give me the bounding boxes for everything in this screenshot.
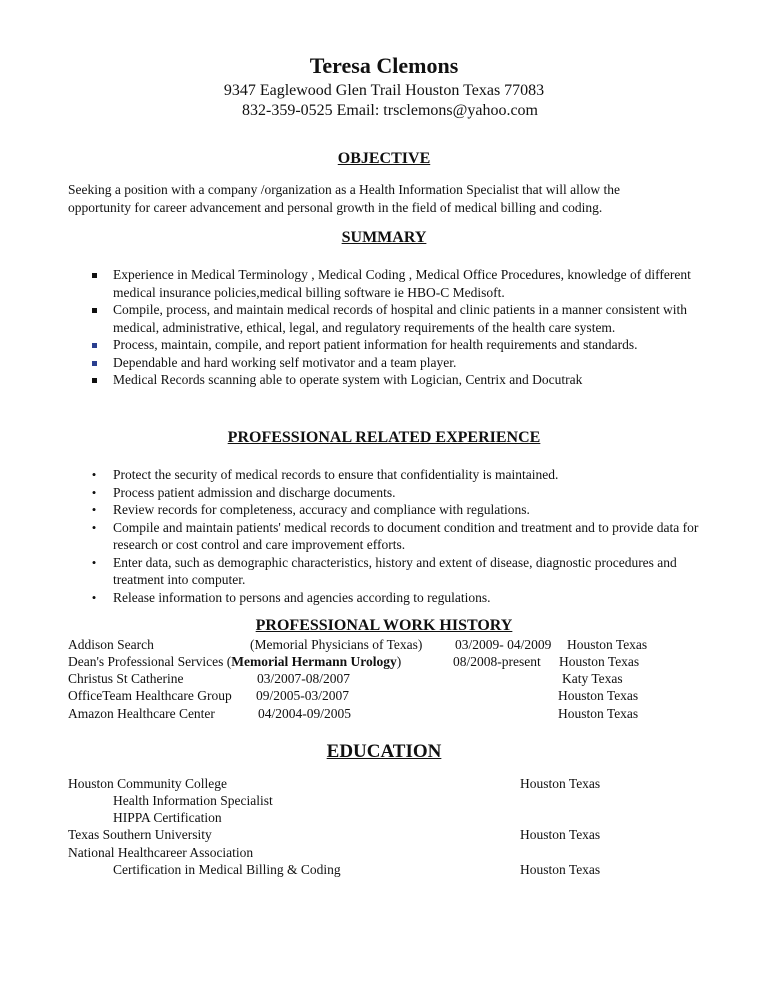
summary-list: [68, 266, 708, 389]
work-dates: 03/2009- 04/2009: [455, 637, 552, 652]
work-location: Houston Texas: [559, 654, 640, 669]
work-employer: Addison Search: [68, 637, 154, 652]
square-bullet-icon: [88, 301, 100, 319]
work-location: Houston Texas: [558, 706, 639, 721]
objective-heading: OBJECTIVE: [337, 150, 431, 167]
list-item: • Process patient admission and discharge documents.: [68, 484, 708, 502]
round-bullet-icon: •: [91, 554, 97, 570]
list-item: Dependable and hard working self motivator and a team player.: [68, 354, 708, 372]
square-bullet-icon: [88, 336, 100, 354]
round-bullet-icon: •: [91, 589, 97, 605]
work-row: Dean's Professional Services (Memorial Hermann Urology): [68, 654, 402, 669]
resume-name: Teresa Clemons: [309, 53, 459, 78]
work-location: Houston Texas: [567, 637, 648, 652]
square-bullet-icon: [88, 354, 100, 372]
education-school: Texas Southern University: [68, 827, 212, 842]
list-item: • Compile and maintain patients' medical records to document condition and treatment and to provide data for research or cost control and care improvement efforts.: [68, 519, 708, 554]
objective-line-2: opportunity for career advancement and personal growth in the field of medical billing and coding.: [68, 200, 603, 215]
list-item: Medical Records scanning able to operate system with Logician, Centrix and Docutrak: [68, 371, 708, 389]
summary-heading: SUMMARY: [341, 229, 427, 246]
round-bullet-icon: •: [91, 502, 97, 517]
work-location: Katy Texas: [562, 671, 623, 686]
square-bullet-icon: [88, 266, 100, 284]
education-location: Houston Texas: [520, 862, 601, 877]
list-item: Experience in Medical Terminology , Medical Coding , Medical Office Procedures, knowledge of different medical insurance policies,medical billing software ie HBO-C Medisoft.: [68, 266, 708, 301]
education-certification: HIPPA Certification: [113, 810, 222, 825]
experience-heading: PROFESSIONAL RELATED EXPERIENCE: [227, 429, 541, 446]
education-location: Houston Texas: [520, 827, 601, 842]
list-item: Compile, process, and maintain medical records of hospital and clinic patients in a manner consistent with medical, administrative, ethical, legal, and regulatory requirements of the health care system.: [68, 301, 708, 336]
work-employer: Christus St Catherine: [68, 671, 184, 686]
work-client: Memorial Hermann Urology: [231, 654, 397, 669]
education-program: Health Information Specialist: [113, 793, 273, 808]
contact-line: 832-359-0525 Email: trsclemons@yahoo.com: [241, 102, 538, 119]
work-history-heading: PROFESSIONAL WORK HISTORY: [255, 617, 513, 634]
work-row: [68, 637, 154, 653]
work-employer: Amazon Healthcare Center: [68, 706, 215, 721]
objective-line-1: Seeking a position with a company /organization as a Health Information Specialist that will allow the: [68, 182, 620, 197]
education-school: National Healthcareer Association: [68, 845, 254, 860]
work-dates: 08/2008-present: [453, 654, 541, 669]
list-item: • Enter data, such as demographic characteristics, history and extent of disease, diagnostic procedures and treatment into computer.: [68, 554, 708, 589]
list-item: • Protect the security of medical records to ensure that confidentiality is maintained.: [68, 466, 708, 484]
round-bullet-icon: •: [91, 519, 97, 535]
address-line: 9347 Eaglewood Glen Trail Houston Texas 77083: [223, 82, 545, 99]
education-location: Houston Texas: [520, 776, 601, 791]
education-heading: EDUCATION: [326, 741, 442, 762]
round-bullet-icon: •: [91, 484, 97, 500]
work-employer: Dean's Professional Services (: [68, 654, 232, 669]
experience-list: [68, 466, 708, 606]
work-employer: OfficeTeam Healthcare Group: [68, 688, 232, 703]
round-bullet-icon: •: [91, 467, 97, 482]
work-location: Houston Texas: [558, 688, 639, 703]
work-dates: 04/2004-09/2005: [258, 706, 351, 721]
education-school: Houston Community College: [68, 776, 228, 791]
list-item: • Release information to persons and agencies according to regulations.: [68, 589, 708, 607]
list-item: • Review records for completeness, accuracy and compliance with regulations.: [68, 501, 708, 519]
work-client: (Memorial Physicians of Texas): [250, 637, 423, 652]
square-bullet-icon: [88, 371, 100, 389]
list-item: Process, maintain, compile, and report patient information for health requirements and standards.: [68, 336, 708, 354]
work-dates: 03/2007-08/2007: [257, 671, 350, 686]
education-certification: Certification in Medical Billing & Coding: [113, 862, 341, 877]
work-dates: 09/2005-03/2007: [256, 688, 349, 703]
